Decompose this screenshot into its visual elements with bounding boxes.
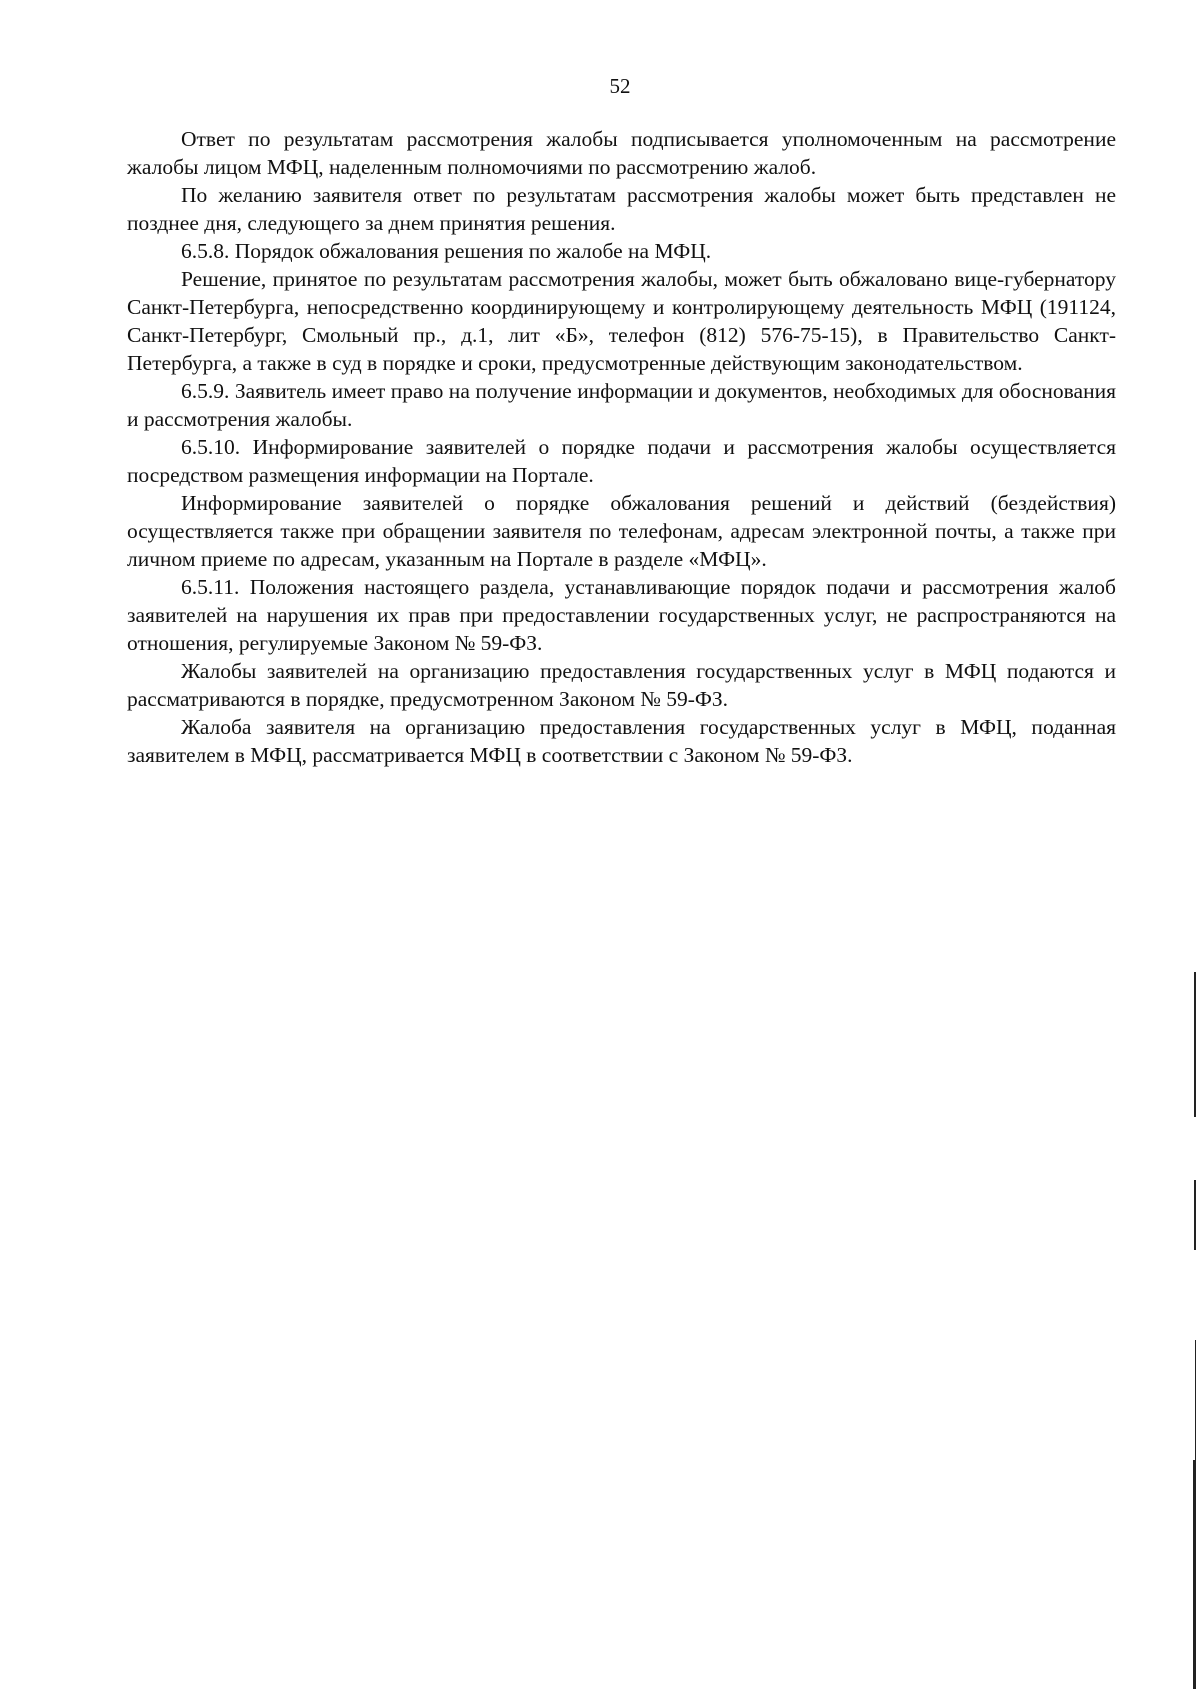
scan-edge-mark bbox=[1193, 1460, 1196, 1689]
page-number: 52 bbox=[609, 74, 631, 98]
paragraph-complaints-procedure: Жалобы заявителей на организацию предоставления государственных услуг в МФЦ подаются и рассматриваются в порядке, предусмотренном Законом № 59-ФЗ. bbox=[127, 659, 1116, 711]
scan-edge-mark bbox=[1194, 972, 1196, 1117]
paragraph-6-5-11: 6.5.11. Положения настоящего раздела, устанавливающие порядок подачи и рассмотрения жалоб заявителей на нарушения их прав при предоставлении государственных услуг, не распространяются на отношения, регулируемые Законом № 59-ФЗ. bbox=[127, 575, 1116, 655]
paragraph-6-5-8-heading: 6.5.8. Порядок обжалования решения по жалобе на МФЦ. bbox=[181, 239, 712, 263]
paragraph-response-timing: По желанию заявителя ответ по результатам рассмотрения жалобы может быть представлен не позднее дня, следующего за днем принятия решения. bbox=[127, 183, 1116, 235]
paragraph-appeal-decision: Решение, принятое по результатам рассмотрения жалобы, может быть обжаловано вице-губернатору Санкт-Петербурга, непосредственно координирующему и контролирующему деятельность МФЦ (191124, Санкт-Петербург, Смольный пр., д.1, лит «Б», телефон (812) 576-75-15), в Правительство Санкт-Петербурга, а также в суд в порядке и сроки, предусмотренные действующим законодательством. bbox=[127, 267, 1116, 375]
paragraph-6-5-10: 6.5.10. Информирование заявителей о порядке подачи и рассмотрения жалобы осуществляется посредством размещения информации на Портале. bbox=[127, 435, 1116, 487]
document-body bbox=[127, 125, 1116, 769]
paragraph-complaint-review: Жалоба заявителя на организацию предоставления государственных услуг в МФЦ, поданная заявителем в МФЦ, рассматривается МФЦ в соответствии с Законом № 59-ФЗ. bbox=[127, 715, 1116, 767]
paragraph-response-signature: Ответ по результатам рассмотрения жалобы подписывается уполномоченным на рассмотрение жалобы лицом МФЦ, наделенным полномочиями по рассмотрению жалоб. bbox=[127, 127, 1116, 179]
paragraph-6-5-9: 6.5.9. Заявитель имеет право на получение информации и документов, необходимых для обоснования и рассмотрения жалобы. bbox=[127, 379, 1116, 431]
scan-edge-mark bbox=[1194, 1180, 1196, 1250]
paragraph-informing-applicants: Информирование заявителей о порядке обжалования решений и действий (бездействия) осуществляется также при обращении заявителя по телефонам, адресам электронной почты, а также при личном приеме по адресам, указанным на Портале в разделе «МФЦ». bbox=[127, 491, 1116, 571]
scan-edge-mark bbox=[1195, 1340, 1196, 1460]
